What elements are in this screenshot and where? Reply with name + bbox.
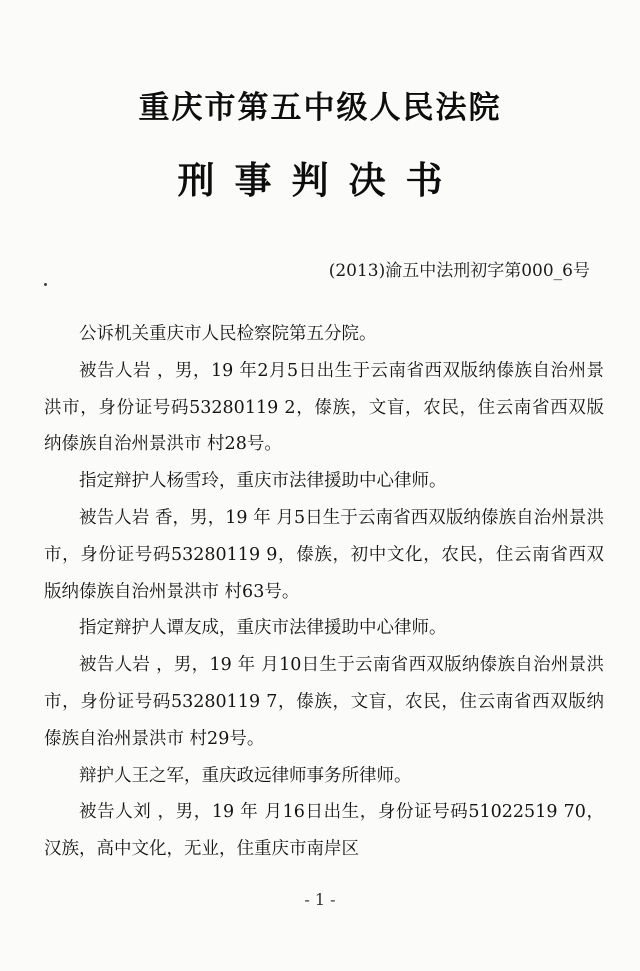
prosecutor-paragraph: 公诉机关重庆市人民检察院第五分院。 [79, 324, 377, 344]
case-number: (2013)渝五中法刑初字第000_6号 [328, 261, 590, 281]
defendant-2-paragraph: 被告人岩 香，男，19 年 月5日生于云南省西双版纳傣族自治州景洪市，身份证号码53280119 9，傣族，初中文化，农民，住云南省西双版纳傣族自治州景洪市 村63号。 [44, 507, 604, 602]
page-number: - 1 - [304, 890, 336, 909]
judgment-body [44, 316, 604, 868]
court-name-heading: 重庆市第五中级人民法院 [138, 90, 502, 126]
defendant-3-paragraph: 被告人岩 ，男，19 年 月10日生于云南省西双版纳傣族自治州景洪市，身份证号码53280119 7，傣族，文盲，农民，住云南省西双版纳傣族自治州景洪市 村29号。 [44, 655, 604, 749]
document-type-heading: 刑事判决书 [177, 159, 463, 202]
defendant-4-paragraph: 被告人刘 ，男，19 年 月16日出生，身份证号码51022519 70，汉族，高中文化，无业，住重庆市南岸区 [44, 802, 604, 860]
defender-2-paragraph: 指定辩护人谭友成，重庆市法律援助中心律师。 [79, 618, 447, 639]
defendant-1-paragraph: 被告人岩 ，男，19 年2月5日出生于云南省西双版纳傣族自治州景洪市，身份证号码53280119 2，傣族，文盲，农民，住云南省西双版纳傣族自治州景洪市 村28号。 [44, 360, 604, 455]
margin-mark [44, 283, 47, 286]
defender-3-paragraph: 辩护人王之军，重庆政远律师事务所律师。 [79, 765, 412, 786]
defender-1-paragraph: 指定辩护人杨雪玲，重庆市法律援助中心律师。 [79, 471, 447, 492]
